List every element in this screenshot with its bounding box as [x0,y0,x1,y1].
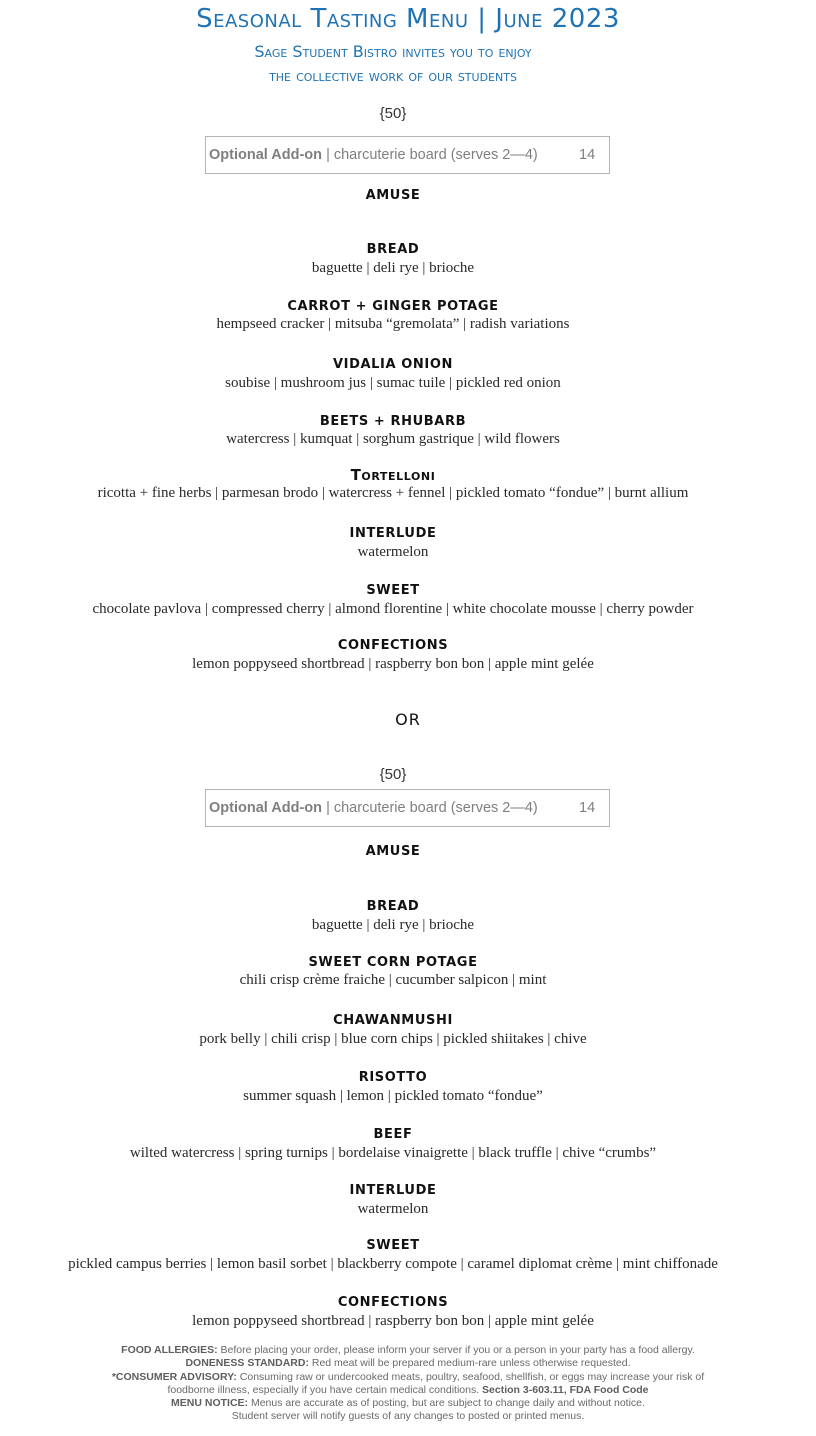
page-title: Seasonal Tasting Menu | June 2023 [196,4,620,34]
doneness-notice [0,1357,816,1370]
menu2-course-name: CHAWANMUSHI [333,1013,453,1028]
menu2-course-items: lemon poppyseed shortbread | raspberry bon bon | apple mint gelée [192,1313,594,1329]
menu2-course-name: BREAD [366,899,420,914]
subtitle-line-1: Sage Student Bistro invites you to enjoy [254,42,532,61]
menu2-course-items: summer squash | lemon | pickled tomato “fondue” [243,1088,543,1104]
menu2-course-name: BEEF [373,1127,413,1142]
menu2-addon-label: Optional Add-on [209,800,323,816]
allergy-label: FOOD ALLERGIES: [121,1344,218,1356]
menu2-course-items: chili crisp crème fraiche | cucumber salpicon | mint [239,972,547,988]
subtitle-line-2: the collective work of our students [269,66,517,85]
menu2-course-name: SWEET CORN POTAGE [308,955,478,970]
advisory-label: *CONSUMER ADVISORY: [111,1370,237,1383]
menu-notice-text-1: Menus are accurate as of posting, but are subject to change daily and without notice. [248,1397,645,1410]
menu2-course-items: baguette | deli rye | brioche [311,917,475,933]
menu2-course-name: CONFECTIONS [337,1295,449,1310]
allergy-text: Before placing your order, please inform your server if you or a person in your party has a food allergy. [217,1344,695,1356]
menu1-course-items: watercress | kumquat | sorghum gastrique | wild flowers [226,431,560,447]
menu2-addon-price: 14 [579,800,596,816]
menu1-course-name: AMUSE [365,188,421,203]
menu2-course-name: AMUSE [365,844,421,859]
menu1-addon-box [205,136,610,174]
menu-notice-text-2: Student server will notify guests of any changes to posted or printed menus. [231,1410,585,1423]
menu1-course-name: BEETS + RHUBARB [319,414,467,429]
menu1-addon-label: Optional Add-on [209,147,323,163]
doneness-text: Red meat will be prepared medium-rare unless otherwise requested. [308,1357,631,1370]
menu1-course-name: INTERLUDE [349,526,437,541]
advisory-text-1: Consuming raw or undercooked meats, poultry, seafood, shellfish, or eggs may increase your risk of [236,1370,705,1383]
menu1-course-name: SWEET [366,583,420,598]
menu1-course-items: hempseed cracker | mitsuba “gremolata” | radish variations [216,316,570,332]
menu1-course-name: VIDALIA ONION [333,357,453,372]
footer-notices [0,1344,816,1424]
menu2-course-name: RISOTTO [358,1070,428,1085]
menu1-course-items: baguette | deli rye | brioche [311,260,475,276]
menu2-price: {50} [379,766,407,783]
menu2-course-items: watermelon [357,1201,429,1217]
menu2-addon-description: | charcuterie board (serves 2—4) [326,800,538,816]
menu2-course-items: pork belly | chili crisp | blue corn chips | pickled shiitakes | chive [199,1031,587,1047]
menu-separator: OR [395,710,421,729]
menu-notice [0,1397,816,1410]
menu-notice-cont [0,1410,816,1423]
menu1-course-items: lemon poppyseed shortbread | raspberry bon bon | apple mint gelée [192,656,594,672]
menu1-course-name: Tortelloni [350,466,436,484]
menu1-course-items: chocolate pavlova | compressed cherry | almond florentine | white chocolate mousse | cherry powder [92,601,694,617]
menu1-addon-description: | charcuterie board (serves 2—4) [326,147,538,163]
menu2-course-items: wilted watercress | spring turnips | bordelaise vinaigrette | black truffle | chive “crumbs” [129,1145,657,1161]
menu-notice-label: MENU NOTICE: [171,1397,249,1410]
menu2-addon-box [205,789,610,827]
menu1-course-items: ricotta + fine herbs | parmesan brodo | watercress + fennel | pickled tomato “fondue” | burnt allium [97,485,689,501]
doneness-label: DONENESS STANDARD: [185,1357,309,1370]
menu1-course-name: CONFECTIONS [337,638,449,653]
allergy-notice [0,1344,816,1357]
menu1-price: {50} [379,105,407,122]
menu1-course-name: BREAD [366,242,420,257]
advisory-text-2: foodborne illness, especially if you have certain medical conditions. [167,1383,483,1396]
menu1-course-name: CARROT + GINGER POTAGE [287,299,499,314]
consumer-advisory-cont [0,1384,816,1397]
menu1-addon-price: 14 [579,147,596,163]
menu1-course-items: soubise | mushroom jus | sumac tuile | pickled red onion [225,375,561,391]
menu2-course-name: SWEET [366,1238,420,1253]
fda-code-reference: Section 3-603.11, FDA Food Code [482,1383,649,1396]
menu1-course-items: watermelon [357,544,429,560]
consumer-advisory [0,1371,816,1384]
menu2-course-items: pickled campus berries | lemon basil sorbet | blackberry compote | caramel diplomat crème | mint chiffonade [68,1256,718,1272]
menu2-course-name: INTERLUDE [349,1183,437,1198]
